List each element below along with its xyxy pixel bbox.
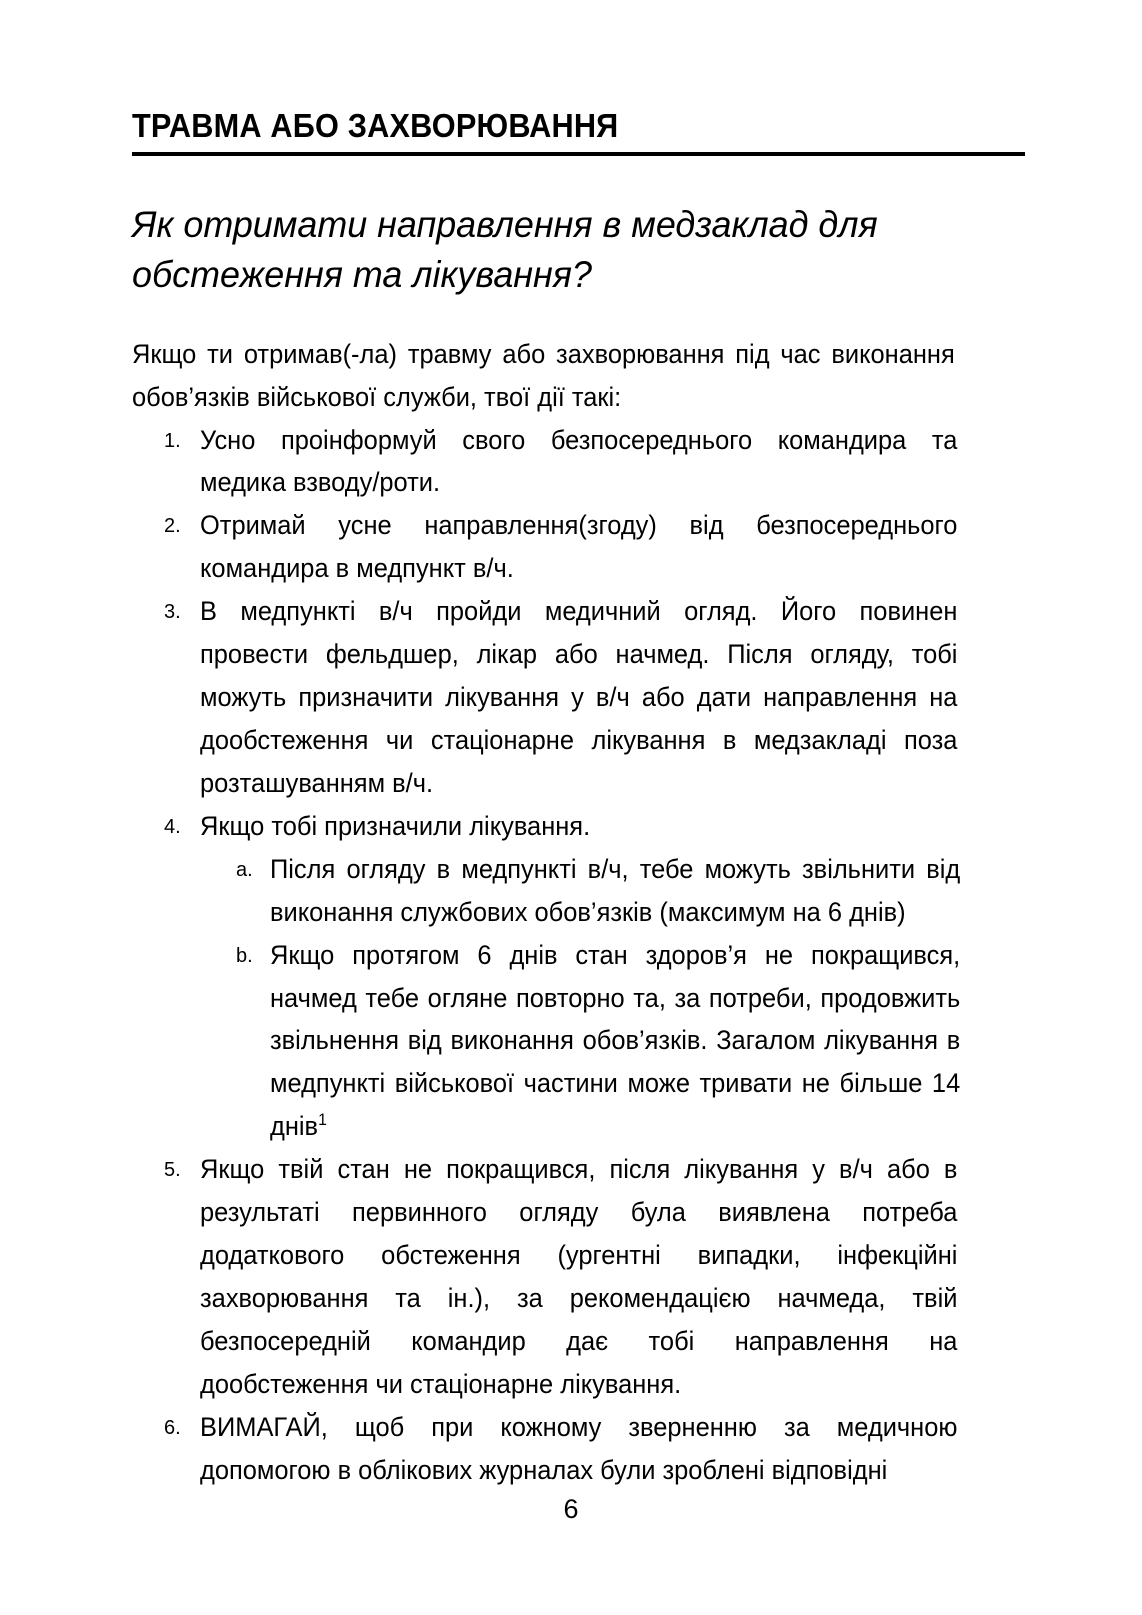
list-marker: 2. [164,515,181,538]
list-item-text: Якщо тобі призначили лікування. [200,810,591,841]
list-item-text: ВИМАГАЙ, щоб при кожному зверненню за медичною допомогою в облікових журналах були зроблені відповідні [200,1411,958,1485]
list-item [132,504,989,590]
list-marker: 6. [164,1416,181,1439]
list-item [132,590,989,805]
list-item-text: Усно проінформуй свого безпосереднього командира та медика взводу/роти. [200,424,958,498]
chapter-heading: ТРАВМА АБО ЗАХВОРЮВАННЯ [132,107,619,144]
page-number: 6 [563,1494,579,1524]
list-marker: 5. [164,1159,181,1182]
page-content [132,0,1025,1492]
body-content [132,299,989,1492]
steps-list [132,419,989,1492]
list-item-text: В медпункті в/ч пройди медичний огляд. Його повинен провести фельдшер, лікар або начмед. Після огляду, тобі можуть призначити лікування у в/ч або дати направлення на дообстеження чи стаціонарне лікування в медзакладі поза розташуванням в/ч. [200,596,958,798]
list-item [132,1148,989,1406]
list-item [132,805,989,1148]
list-item-text: Отримай усне направлення(згоду) від безпосереднього командира в медпункт в/ч. [200,510,958,584]
list-item-text-with-footnote [270,934,960,1149]
list-item-text: Якщо твій стан не покращився, після лікування у в/ч або в результаті первинного огляду була виявлена потреба додаткового обстеження (ургентні випадки, інфекційні захворювання та ін.), за рекомендацією начмеда, твій безпосередній командир дає тобі направлення на дообстеження чи стаціонарне лікування. [200,1154,958,1399]
list-item [132,419,989,505]
lead-paragraph: Якщо ти отримав(-ла) травму або захворювання під час виконання обов’язків військової служби, твої дії такі: [132,338,955,412]
list-item [132,1406,989,1492]
list-item [200,848,989,934]
list-marker: b. [236,944,253,967]
list-item-text: Після огляду в медпункті в/ч, тебе можуть звільнити від виконання службових обов’язків (максимум на 6 днів) [270,853,961,927]
list-marker: 4. [164,815,181,838]
list-item-text: Якщо протягом 6 днів стан здоров’я не покращився, начмед тебе огляне повторно та, за потреби, продовжить звільнення від виконання обов’язків. Загалом лікування в медпункті військової частини може тривати не більше 14 днів [270,939,961,1142]
list-marker: a. [236,858,253,881]
list-marker: 1. [164,429,181,452]
list-item [200,934,989,1149]
article-title: Як отримати направлення в медзаклад для обстеження та лікування? [132,204,878,295]
list-marker: 3. [164,601,181,624]
footnote-reference: 1 [318,1111,327,1130]
substeps-list [200,848,989,1148]
